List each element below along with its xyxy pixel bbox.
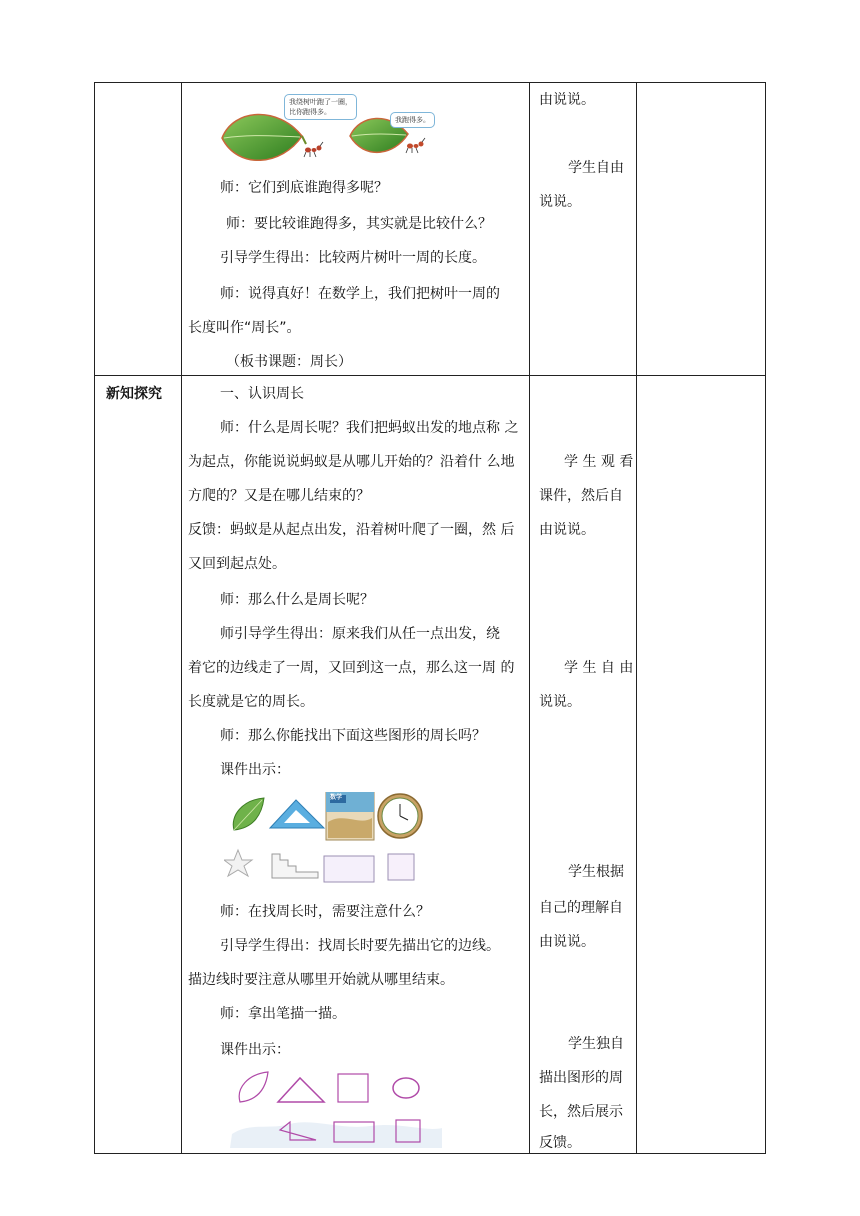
text-line: 师：在找周长时，需要注意什么？	[220, 904, 430, 920]
text-line: 又回到起点处。	[188, 556, 286, 572]
table-border-left	[94, 82, 95, 1154]
text-line: 师：拿出笔描一描。	[220, 1006, 346, 1022]
text-line: 描边线时要注意从哪里开始就从哪里结束。	[188, 972, 454, 988]
speech-bubble-2: 我跑得多。	[390, 112, 435, 128]
table-border-top	[94, 82, 765, 83]
section-heading: 一、认识周长	[220, 386, 304, 402]
student-activity: 课件，然后自	[539, 488, 623, 504]
speech-bubble-1-line-1: 我绕树叶跑了一圈，	[289, 98, 352, 106]
student-activity: 由说说。	[539, 92, 595, 108]
text-line: 引导学生得出：找周长时要先描出它的边线。	[220, 938, 500, 954]
leaves-ants-illustration	[218, 92, 440, 168]
text-line: 师：要比较谁跑得多，其实就是比较什么？	[226, 216, 492, 232]
text-line: 课件出示：	[220, 1042, 290, 1058]
student-activity: 自己的理解自	[539, 900, 623, 916]
text-line: 为起点，你能说说蚂蚁是从哪儿开始的？沿着什 么地	[188, 454, 515, 470]
table-col-divider-3	[636, 82, 637, 1154]
table-col-divider-2	[529, 82, 530, 1154]
speech-bubble-1-line-2: 比你跑得多。	[289, 108, 331, 116]
student-activity: 说说。	[539, 694, 581, 710]
text-line: 师：什么是周长呢？我们把蚂蚁出发的地点称 之	[220, 420, 519, 436]
student-activity: 反馈。	[539, 1135, 581, 1151]
shapes-svg	[224, 792, 424, 886]
table-border-right	[765, 82, 766, 1154]
student-activity: 学 生 观 看	[564, 454, 634, 470]
shapes-illustration	[224, 792, 424, 886]
text-line: 反馈：蚂蚁是从起点出发，沿着树叶爬了一圈，然 后	[188, 522, 515, 538]
text-line: 长度就是它的周长。	[188, 694, 314, 710]
text-line: 师：那么你能找出下面这些图形的周长吗？	[220, 728, 486, 744]
text-line: 师：它们到底谁跑得多呢？	[220, 180, 388, 196]
student-activity: 学生独自	[568, 1036, 624, 1052]
rectangle-shape	[324, 856, 374, 882]
student-activity: 由说说。	[539, 522, 595, 538]
text-line: （板书课题：周长）	[226, 354, 352, 370]
student-activity: 长，然后展示	[539, 1104, 623, 1120]
text-line: 师引导学生得出：原来我们从任一点出发，绕	[220, 626, 500, 642]
table-row-divider	[94, 375, 765, 376]
student-activity: 由说说。	[539, 934, 595, 950]
row-label-new-knowledge: 新知探究	[106, 386, 162, 402]
book-title: 数学	[330, 794, 343, 801]
student-activity: 描出图形的周	[539, 1070, 623, 1086]
text-line: 师：那么什么是周长呢？	[220, 592, 374, 608]
text-line: 方爬的？又是在哪儿结束的？	[188, 488, 370, 504]
table-col-divider-1	[181, 82, 182, 1154]
text-line: 引导学生得出：比较两片树叶一周的长度。	[220, 250, 486, 266]
leaf-shape	[233, 798, 264, 830]
speech-bubble-1	[284, 94, 357, 120]
square-shape	[388, 854, 414, 880]
tracing-illustration	[230, 1070, 444, 1148]
stairs-shape	[272, 854, 318, 878]
student-activity: 学生自由	[568, 160, 624, 176]
tracing-svg	[230, 1070, 444, 1148]
star-shape	[224, 850, 252, 876]
table-border-bottom	[94, 1153, 765, 1154]
student-activity: 学生根据	[568, 864, 624, 880]
student-activity: 说说。	[539, 194, 581, 210]
text-line: 师：说得真好！在数学上，我们把树叶一周的	[220, 286, 500, 302]
text-line: 长度叫作“周长”。	[188, 320, 301, 336]
text-line: 课件出示：	[220, 762, 290, 778]
student-activity: 学 生 自 由	[564, 660, 634, 676]
text-line: 着它的边线走了一周，又回到这一点，那么这一周 的	[188, 660, 515, 676]
triangle-ruler-shape	[270, 800, 324, 828]
clock-shape	[378, 794, 422, 838]
